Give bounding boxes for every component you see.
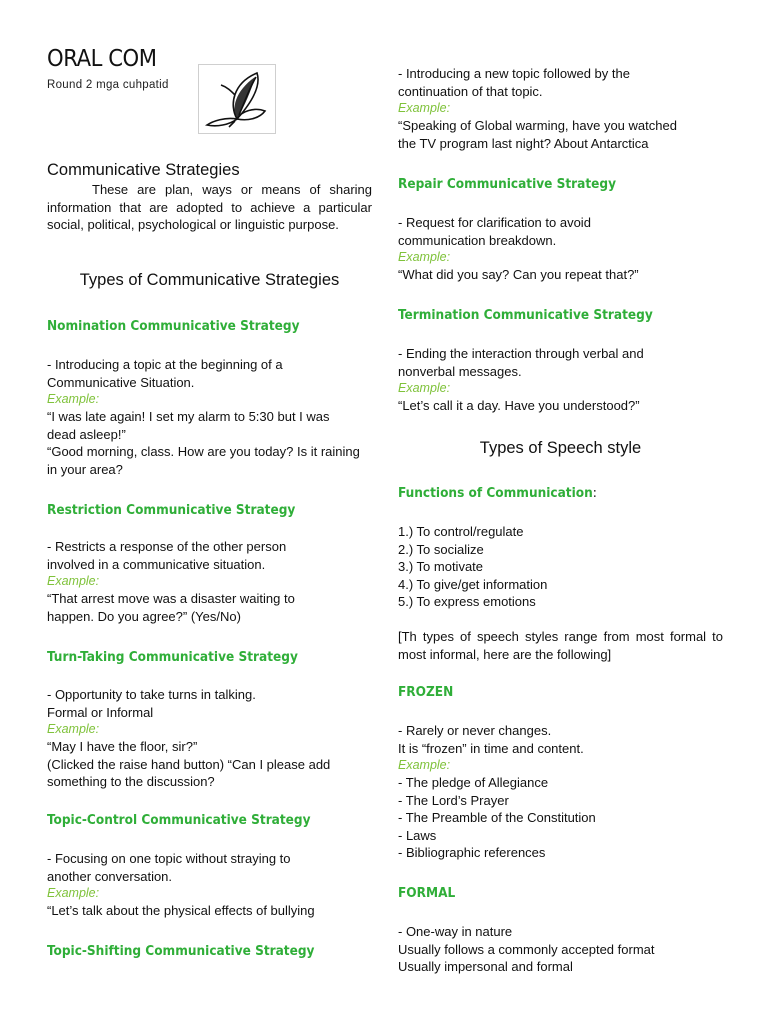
example-line: in your area? — [47, 461, 123, 477]
example-label: Example: — [47, 722, 100, 736]
intro-paragraph: These are plan, ways or means of sharing information that are adopted to achieve a particular social, political, psychological or linguistic purpose. — [47, 182, 372, 232]
list-item: 5.) To express emotions — [398, 594, 536, 609]
list-item: - Laws — [398, 827, 437, 843]
text-line: - Rarely or never changes. — [398, 723, 552, 738]
text-line: It is “frozen” in time and content. — [398, 740, 584, 756]
example-line: “Good morning, class. How are you today? Is it raining — [47, 444, 360, 459]
example-label: Example: — [47, 392, 100, 406]
text-line: continuation of that topic. — [398, 83, 543, 99]
topic-shifting-title: Topic-Shifting Communicative Strategy — [47, 943, 315, 959]
list-item: 1.) To control/regulate — [398, 524, 524, 539]
list-item: 3.) To motivate — [398, 559, 484, 574]
termination-body — [398, 345, 723, 415]
page-subtitle: Round 2 mga cuhpatid — [47, 79, 169, 91]
text-line: another conversation. — [47, 868, 173, 884]
text-line: - Request for clarification to avoid — [398, 215, 591, 230]
functions-list — [398, 523, 723, 611]
list-item: - The pledge of Allegiance — [398, 775, 549, 790]
styles-note: [Th types of speech styles range from most formal to most informal, here are the following] — [398, 629, 723, 662]
butterfly-icon — [198, 64, 276, 134]
example-line: “I was late again! I set my alarm to 5:30 but I was — [47, 409, 330, 424]
text-line: - One-way in nature — [398, 924, 513, 939]
nomination-title: Nomination Communicative Strategy — [47, 318, 300, 334]
text-line: - Introducing a new topic followed by the — [398, 66, 630, 81]
termination-title: Termination Communicative Strategy — [398, 307, 653, 323]
example-line: “Let’s talk about the physical effects of bullying — [47, 903, 315, 918]
example-label: Example: — [47, 574, 100, 588]
example-line: happen. Do you agree?” (Yes/No) — [47, 608, 241, 624]
turn-taking-title: Turn-Taking Communicative Strategy — [47, 649, 298, 665]
restriction-title: Restriction Communicative Strategy — [47, 502, 296, 518]
text-line: communication breakdown. — [398, 232, 557, 248]
example-label: Example: — [398, 101, 451, 115]
example-label: Example: — [398, 381, 451, 395]
list-item: 4.) To give/get information — [398, 576, 548, 592]
text-line: - Ending the interaction through verbal and — [398, 346, 644, 361]
text-line: Usually impersonal and formal — [398, 959, 573, 974]
text-line: Usually follows a commonly accepted format — [398, 941, 655, 957]
functions-title — [398, 485, 723, 503]
example-line: “May I have the floor, sir?” — [47, 739, 198, 754]
restriction-body — [47, 538, 372, 625]
list-item: - The Preamble of the Constitution — [398, 810, 596, 825]
functions-title-text: Functions of Communication — [398, 485, 593, 501]
repair-title: Repair Communicative Strategy — [398, 176, 617, 192]
text-line: - Opportunity to take turns in talking. — [47, 687, 256, 702]
example-label: Example: — [398, 250, 451, 264]
example-line: the TV program last night? About Antarctica — [398, 135, 649, 151]
frozen-body — [398, 722, 723, 862]
example-line: “Speaking of Global warming, have you watched — [398, 118, 677, 133]
list-item: - Bibliographic references — [398, 845, 546, 860]
types-heading: Types of Communicative Strategies — [79, 271, 340, 289]
functions-colon: : — [592, 485, 597, 501]
page-title: ORAL COM — [47, 46, 157, 72]
example-line: something to the discussion? — [47, 774, 215, 789]
frozen-title: FROZEN — [398, 684, 454, 700]
formal-title: FORMAL — [398, 885, 456, 901]
formal-body — [398, 923, 723, 976]
text-line: - Restricts a response of the other person — [47, 539, 287, 554]
example-label: Example: — [398, 758, 451, 772]
repair-body — [398, 214, 723, 284]
text-line: - Introducing a topic at the beginning of a — [47, 357, 283, 372]
text-line: - Focusing on one topic without straying to — [47, 851, 291, 866]
example-label: Example: — [47, 886, 100, 900]
example-line: (Clicked the raise hand button) “Can I please add — [47, 756, 331, 772]
topic-control-title: Topic-Control Communicative Strategy — [47, 812, 311, 828]
list-item: - The Lord’s Prayer — [398, 792, 509, 808]
list-item: 2.) To socialize — [398, 541, 484, 557]
example-line: “What did you say? Can you repeat that?” — [398, 267, 639, 282]
topic-control-body — [47, 850, 372, 920]
nomination-body — [47, 356, 372, 478]
example-line: “That arrest move was a disaster waiting to — [47, 591, 295, 606]
text-line: nonverbal messages. — [398, 363, 522, 379]
text-line: Communicative Situation. — [47, 374, 195, 390]
speech-style-heading: Types of Speech style — [479, 439, 642, 457]
text-line: involved in a communicative situation. — [47, 556, 266, 572]
turn-taking-body — [47, 686, 372, 791]
example-line: “Let’s call it a day. Have you understood?” — [398, 398, 640, 413]
text-line: Formal or Informal — [47, 704, 154, 720]
example-line: dead asleep!” — [47, 426, 126, 442]
section-heading: Communicative Strategies — [47, 161, 240, 179]
topic-shifting-body — [398, 65, 723, 152]
